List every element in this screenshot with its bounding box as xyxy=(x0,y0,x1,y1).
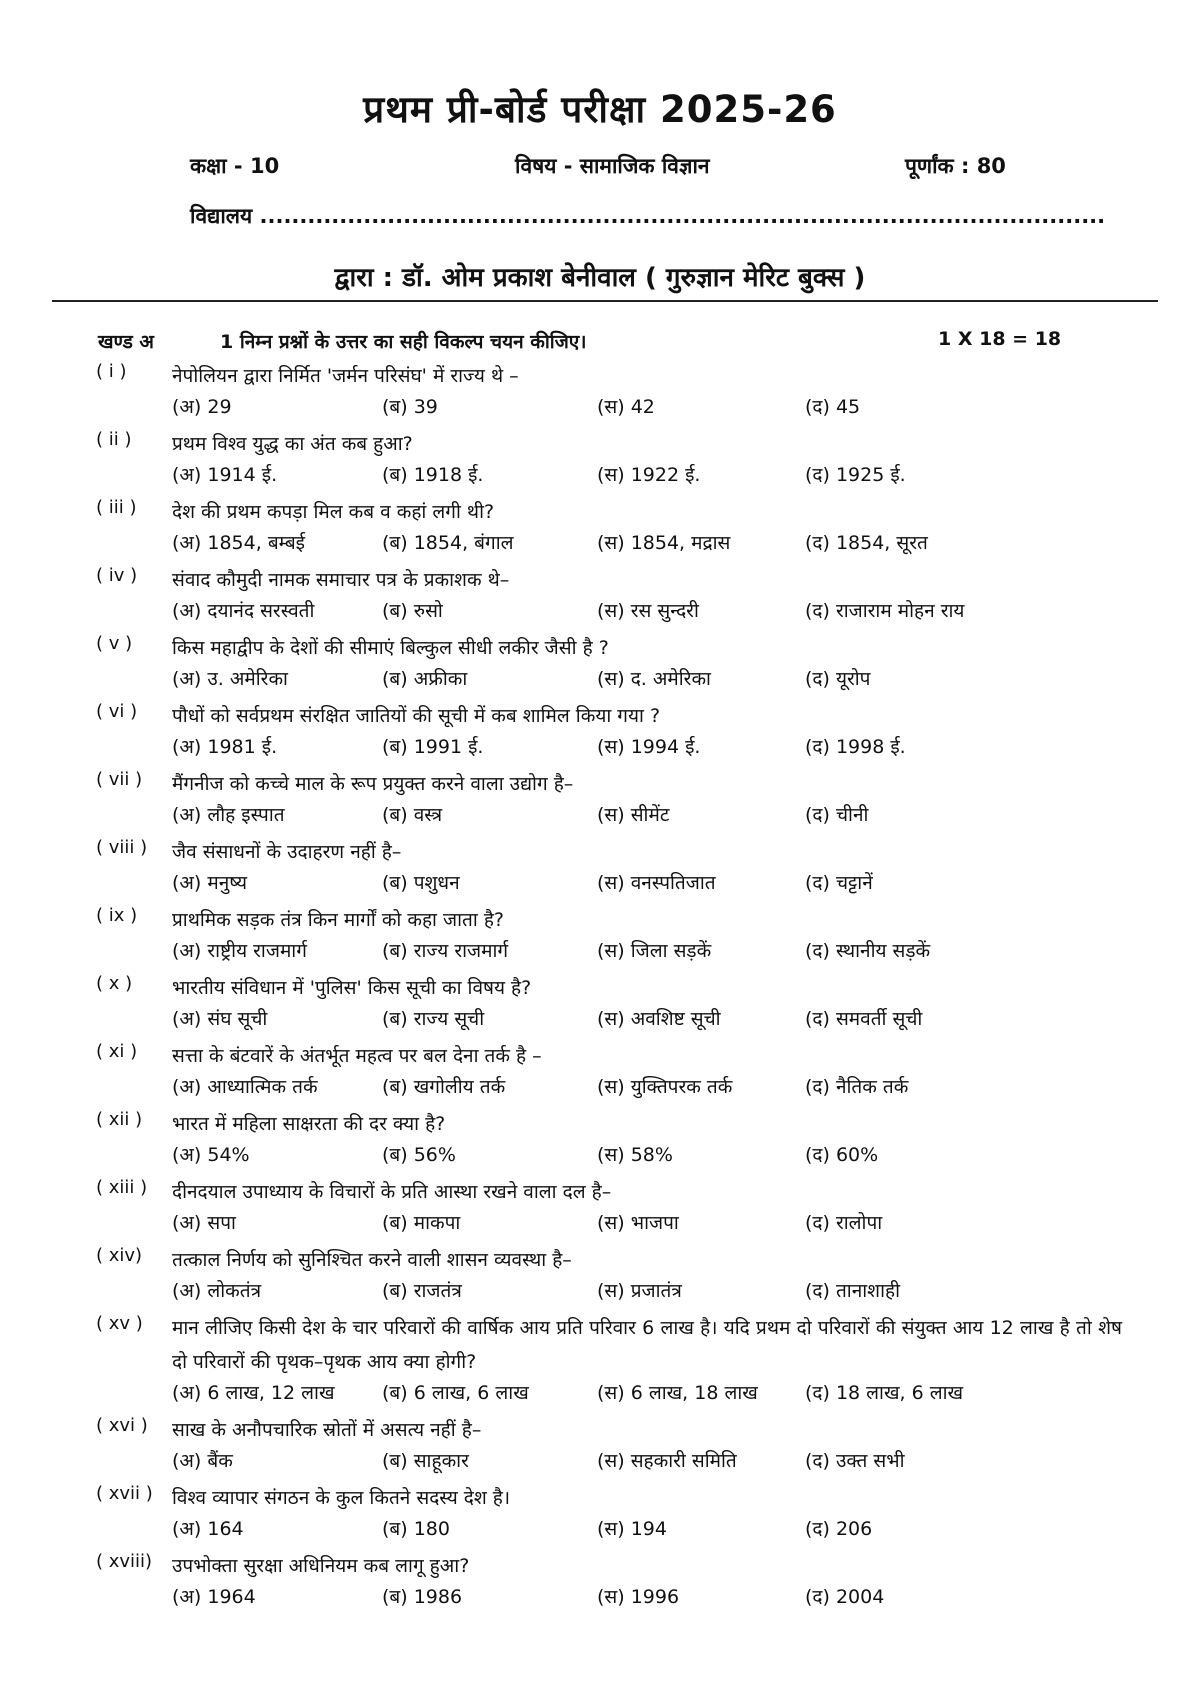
option-c: (स) भाजपा xyxy=(597,1212,679,1234)
option-c: (स) 1994 ई. xyxy=(597,736,701,758)
question-item xyxy=(0,695,1200,763)
option-d: (द) 1854, सूरत xyxy=(805,532,928,554)
option-b: (ब) वस्त्र xyxy=(382,804,443,826)
option-c: (स) 58% xyxy=(597,1144,673,1166)
option-row xyxy=(0,1583,1200,1613)
option-c: (स) 1996 xyxy=(597,1586,680,1608)
question-text: भारत में महिला साक्षरता की दर क्या है? xyxy=(172,1113,446,1135)
question-item xyxy=(0,899,1200,967)
option-c: (स) वनस्पतिजात xyxy=(597,872,716,894)
option-row xyxy=(0,1141,1200,1171)
option-d: (द) 2004 xyxy=(805,1586,885,1608)
option-d: (द) राजाराम मोहन राय xyxy=(805,600,965,622)
question-item xyxy=(0,967,1200,1035)
question-number: ( ii ) xyxy=(96,429,132,450)
option-row xyxy=(0,1005,1200,1035)
question-text: संवाद कौमुदी नामक समाचार पत्र के प्रकाशक थे– xyxy=(172,569,510,591)
question-number: ( xiv) xyxy=(96,1245,143,1266)
option-c: (स) सहकारी समिति xyxy=(597,1450,737,1472)
option-a: (अ) मनुष्य xyxy=(172,872,248,894)
option-d: (द) रालोपा xyxy=(805,1212,883,1234)
question-text: भारतीय संविधान में 'पुलिस' किस सूची का विषय है? xyxy=(172,977,532,999)
option-b: (ब) खगोलीय तर्क xyxy=(382,1076,506,1098)
option-d: (द) यूरोप xyxy=(805,668,871,690)
option-b: (ब) राजतंत्र xyxy=(382,1280,462,1302)
section-instruction: 1 निम्न प्रश्नों के उत्तर का सही विकल्प चयन कीजिए। xyxy=(220,331,587,353)
question-number: ( xv ) xyxy=(96,1313,143,1334)
option-c: (स) युक्तिपरक तर्क xyxy=(597,1076,733,1098)
subject-label: विषय - सामाजिक विज्ञान xyxy=(515,154,710,178)
option-c: (स) अवशिष्ट सूची xyxy=(597,1008,721,1030)
author-line: द्वारा : डॉ. ओम प्रकाश बेनीवाल ( गुरुज्ञान मेरिट बुक्स ) xyxy=(334,263,866,293)
question-number: ( xi ) xyxy=(96,1041,138,1062)
option-row xyxy=(0,529,1200,559)
question-item xyxy=(0,1545,1200,1613)
option-a: (अ) 6 लाख, 12 लाख xyxy=(172,1382,335,1404)
school-line: विद्यालय .......................................................................................................... xyxy=(190,204,1106,228)
option-d: (द) समवर्ती सूची xyxy=(805,1008,923,1030)
option-a: (अ) 54% xyxy=(172,1144,250,1166)
option-a: (अ) आध्यात्मिक तर्क xyxy=(172,1076,318,1098)
option-d: (द) चट्टानें xyxy=(805,872,873,894)
question-item xyxy=(0,1477,1200,1545)
option-d: (द) 60% xyxy=(805,1144,879,1166)
option-a: (अ) 1981 ई. xyxy=(172,736,278,758)
option-row xyxy=(0,1447,1200,1477)
option-d: (द) नैतिक तर्क xyxy=(805,1076,909,1098)
question-text: जैव संसाधनों के उदाहरण नहीं है– xyxy=(172,841,402,863)
option-row xyxy=(0,1379,1200,1409)
option-d: (द) तानाशाही xyxy=(805,1280,901,1302)
option-a: (अ) सपा xyxy=(172,1212,236,1234)
question-item xyxy=(0,763,1200,831)
option-c: (स) 42 xyxy=(597,396,655,418)
question-item xyxy=(0,1035,1200,1103)
question-item xyxy=(0,423,1200,491)
question-number: ( i ) xyxy=(96,361,127,382)
section-label: खण्ड अ xyxy=(98,331,154,353)
question-text: उपभोक्ता सुरक्षा अधिनियम कब लागू हुआ? xyxy=(172,1555,470,1577)
section-marks: 1 X 18 = 18 xyxy=(938,328,1062,350)
option-a: (अ) बैंक xyxy=(172,1450,233,1472)
option-c: (स) 6 लाख, 18 लाख xyxy=(597,1382,758,1404)
option-row xyxy=(0,393,1200,423)
question-number: ( viii ) xyxy=(96,837,148,858)
question-item xyxy=(0,831,1200,899)
question-text: सत्ता के बंटवारें के अंतर्भूत महत्व पर बल देना तर्क है – xyxy=(172,1045,542,1067)
option-row xyxy=(0,937,1200,967)
option-d: (द) 206 xyxy=(805,1518,873,1540)
option-b: (ब) 1991 ई. xyxy=(382,736,484,758)
question-item xyxy=(0,1103,1200,1171)
question-list xyxy=(0,355,1200,1613)
question-item xyxy=(0,355,1200,423)
option-b: (ब) 6 लाख, 6 लाख xyxy=(382,1382,529,1404)
option-b: (ब) राज्य राजमार्ग xyxy=(382,940,509,962)
option-b: (ब) अफ्रीका xyxy=(382,668,468,690)
option-b: (ब) माकपा xyxy=(382,1212,461,1234)
header-divider xyxy=(52,300,1158,302)
option-row xyxy=(0,869,1200,899)
question-text: देश की प्रथम कपड़ा मिल कब व कहां लगी थी? xyxy=(172,501,495,523)
question-text: पौधों को सर्वप्रथम संरक्षित जातियों की सूची में कब शामिल किया गया ? xyxy=(172,705,661,727)
option-a: (अ) दयानंद सरस्वती xyxy=(172,600,315,622)
question-text: किस महाद्वीप के देशों की सीमाएं बिल्कुल सीधी लकीर जैसी है ? xyxy=(172,637,609,659)
option-b: (ब) 56% xyxy=(382,1144,456,1166)
question-text: दीनदयाल उपाध्याय के विचारों के प्रति आस्था रखने वाला दल है– xyxy=(172,1181,612,1203)
option-b: (ब) 39 xyxy=(382,396,438,418)
option-row xyxy=(0,665,1200,695)
option-a: (अ) 164 xyxy=(172,1518,244,1540)
option-row xyxy=(0,1209,1200,1239)
question-text: नेपोलियन द्वारा निर्मित 'जर्मन परिसंघ' में राज्य थे – xyxy=(172,365,519,387)
option-b: (ब) रुसो xyxy=(382,600,443,622)
option-row xyxy=(0,597,1200,627)
option-a: (अ) 1914 ई. xyxy=(172,464,278,486)
question-item xyxy=(0,491,1200,559)
question-text: साख के अनौपचारिक स्रोतों में असत्य नहीं है– xyxy=(172,1419,482,1441)
question-number: ( vii ) xyxy=(96,769,143,790)
option-d: (द) चीनी xyxy=(805,804,869,826)
question-number: ( xviii) xyxy=(96,1551,153,1572)
option-c: (स) द. अमेरिका xyxy=(597,668,711,690)
question-item xyxy=(0,559,1200,627)
option-c: (स) 194 xyxy=(597,1518,667,1540)
option-a: (अ) लोकतंत्र xyxy=(172,1280,262,1302)
question-item xyxy=(0,1171,1200,1239)
question-number: ( x ) xyxy=(96,973,133,994)
question-text: मैंगनीज को कच्चे माल के रूप प्रयुक्त करने वाला उद्योग है– xyxy=(172,773,574,795)
option-a: (अ) 29 xyxy=(172,396,232,418)
option-d: (द) स्थानीय सड़कें xyxy=(805,940,931,962)
option-b: (ब) 1854, बंगाल xyxy=(382,532,514,554)
question-text: तत्काल निर्णय को सुनिश्चित करने वाली शासन व्यवस्था है– xyxy=(172,1249,572,1271)
option-c: (स) जिला सड़कें xyxy=(597,940,712,962)
option-row xyxy=(0,1515,1200,1545)
option-d: (द) 1998 ई. xyxy=(805,736,906,758)
option-c: (स) प्रजातंत्र xyxy=(597,1280,682,1302)
option-c: (स) 1854, मद्रास xyxy=(597,532,731,554)
question-number: ( v ) xyxy=(96,633,133,654)
question-number: ( iii ) xyxy=(96,497,137,518)
question-item xyxy=(0,1239,1200,1307)
question-number: ( xii ) xyxy=(96,1109,143,1130)
option-b: (ब) 180 xyxy=(382,1518,450,1540)
option-b: (ब) 1918 ई. xyxy=(382,464,484,486)
question-text: विश्व व्यापार संगठन के कुल कितने सदस्य देश है। xyxy=(172,1487,511,1509)
option-a: (अ) 1854, बम्बई xyxy=(172,532,306,554)
option-row xyxy=(0,801,1200,831)
class-label: कक्षा - 10 xyxy=(190,154,280,178)
question-number: ( xvi ) xyxy=(96,1415,148,1436)
option-b: (ब) साहूकार xyxy=(382,1450,469,1472)
option-b: (ब) राज्य सूची xyxy=(382,1008,485,1030)
question-text: प्रथम विश्व युद्ध का अंत कब हुआ? xyxy=(172,433,413,455)
option-a: (अ) संघ सूची xyxy=(172,1008,268,1030)
question-number: ( xiii ) xyxy=(96,1177,148,1198)
option-row xyxy=(0,1073,1200,1103)
question-item xyxy=(0,1409,1200,1477)
question-text: मान लीजिए किसी देश के चार परिवारों की वार्षिक आय प्रति परिवार 6 लाख है। यदि प्रथम दो परिवारों की संयुक्त आय 12 लाख है तो शेष दो परिवारों की पृथक–पृथक आय क्या होगी? xyxy=(172,1317,1122,1373)
option-d: (द) 1925 ई. xyxy=(805,464,906,486)
question-item xyxy=(0,1307,1200,1409)
option-row xyxy=(0,733,1200,763)
option-d: (द) 18 लाख, 6 लाख xyxy=(805,1382,964,1404)
question-number: ( iv ) xyxy=(96,565,138,586)
option-row xyxy=(0,461,1200,491)
option-b: (ब) पशुधन xyxy=(382,872,460,894)
option-c: (स) रस सुन्दरी xyxy=(597,600,699,622)
exam-title: प्रथम प्री-बोर्ड परीक्षा 2025-26 xyxy=(363,88,837,131)
question-number: ( xvii ) xyxy=(96,1483,153,1504)
option-row xyxy=(0,1277,1200,1307)
question-number: ( vi ) xyxy=(96,701,138,722)
max-marks-label: पूर्णांक : 80 xyxy=(905,154,1006,178)
option-d: (द) उक्त सभी xyxy=(805,1450,905,1472)
question-number: ( ix ) xyxy=(96,905,138,926)
question-text: प्राथमिक सड़क तंत्र किन मार्गों को कहा जाता है? xyxy=(172,909,505,931)
option-a: (अ) राष्ट्रीय राजमार्ग xyxy=(172,940,307,962)
option-a: (अ) लौह इस्पात xyxy=(172,804,285,826)
option-a: (अ) उ. अमेरिका xyxy=(172,668,288,690)
option-d: (द) 45 xyxy=(805,396,861,418)
option-a: (अ) 1964 xyxy=(172,1586,256,1608)
option-b: (ब) 1986 xyxy=(382,1586,463,1608)
question-item xyxy=(0,627,1200,695)
option-c: (स) सीमेंट xyxy=(597,804,670,826)
option-c: (स) 1922 ई. xyxy=(597,464,701,486)
